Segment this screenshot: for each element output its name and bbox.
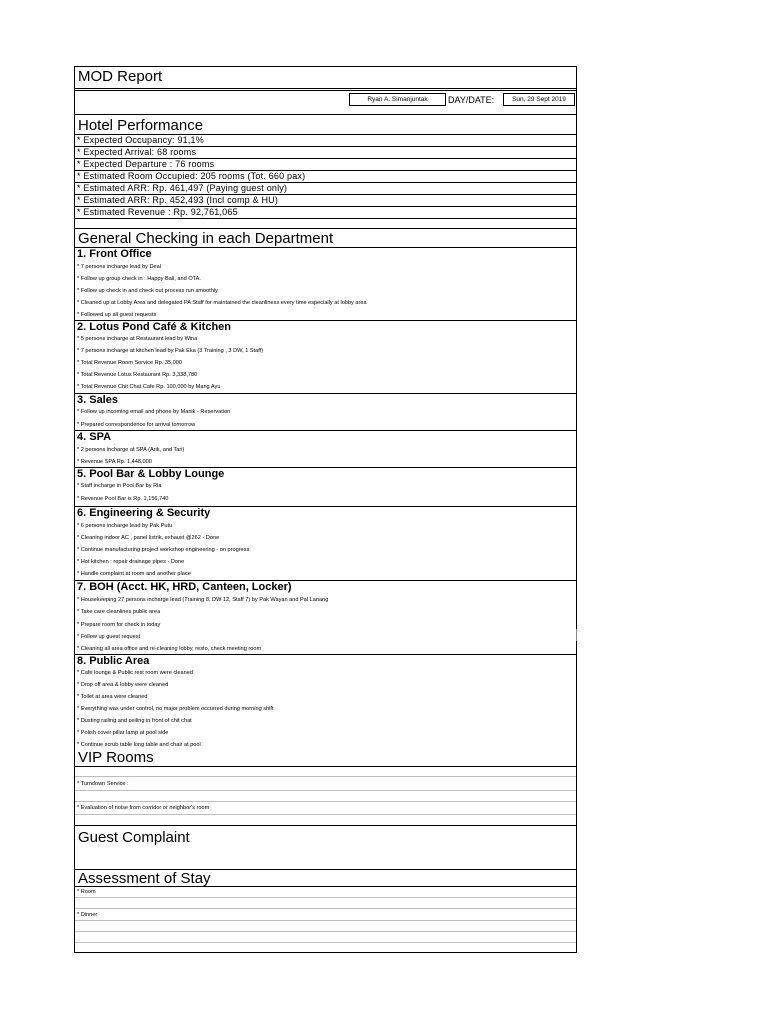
blank-row (75, 921, 576, 932)
dept-item: * Continue manufacturing project workshop engineering - on progress (77, 547, 250, 553)
dept-item: * Cleaning all area office and re-cleaning lobby, resto, check meeting room (77, 646, 262, 652)
guest-complaint-heading: Guest Complaint (78, 829, 190, 846)
performance-item: * Estimated ARR: Rp. 461,497 (Paying guest only) (75, 183, 576, 195)
blank-row (75, 815, 576, 826)
dept-item: * 7 persons incharge at kitchen lead by Pak Eka (3 Training , 3 DW, 1 Staff) (77, 348, 264, 354)
dept-item: * Prepared correspondence for arrival tomorrow (77, 422, 196, 428)
dept-item: * Follow up incoming email and phone by Manik - Reservation (77, 409, 231, 415)
dept-sales-title: 3. Sales (75, 393, 576, 407)
dept-item: * Prepare room for check in today (77, 622, 161, 628)
guest-complaint-body (75, 849, 576, 870)
dept-item: * Followed up all guest requests (77, 312, 157, 318)
performance-item: * Expected Occupancy: 91,1% (75, 135, 576, 147)
dept-item: * 7 persons incharge lead by Deal (77, 264, 161, 270)
column-edge-mark (576, 629, 577, 641)
performance-item: * Expected Departure : 76 rooms (75, 159, 576, 171)
dept-item: * 6 persons incharge lead by Pak Putu (77, 523, 173, 529)
dept-public-area-title: 8. Public Area (75, 654, 576, 668)
hotel-performance-heading: Hotel Performance (75, 115, 576, 135)
dept-item: * Total Revenue Lotus Restaurant Rp. 3,338,780 (77, 372, 198, 378)
dept-pool-bar-title: 5. Pool Bar & Lobby Lounge (75, 467, 576, 481)
blank-row (75, 767, 576, 777)
assessment-heading: Assessment of Stay (75, 870, 576, 887)
header-info-row (75, 91, 576, 115)
dept-item: * Handle complaint at room and another place (77, 571, 191, 577)
report-date-field: Sun, 29 Sept 2019 (503, 93, 575, 106)
vip-item: * Turndown Service : (75, 777, 576, 791)
dept-item: * Toilet at area were cleaned (77, 694, 148, 700)
vip-item: * Evaluation of noise from corridor or neighbor's room (75, 802, 576, 815)
dept-item: * Staff incharge in Pool Bar by Ria (77, 483, 162, 489)
dept-item: * Housekeeping 27 persons incharge lead (Training 8, DW 12, Staff 7) by Pak Wayan and Pal Lanang (77, 597, 329, 603)
dept-item: * Revenue SPA Rp. 1,448,000 (77, 459, 152, 465)
dept-engineering-title: 6. Engineering & Security (75, 506, 576, 520)
dept-boh-title: 7. BOH (Acct. HK, HRD, Canteen, Locker) (75, 580, 576, 594)
vip-rooms-heading: VIP Rooms (75, 749, 576, 767)
dept-item: * Drop off area & lobby were cleaned (77, 682, 169, 688)
blank-row (75, 791, 576, 802)
dept-item: * Total Revenue Room Service Rp. 35,000 (77, 360, 182, 366)
blank-row (75, 898, 576, 909)
dept-item: * Take care cleanlines public area (77, 609, 161, 615)
dept-item: * 5 persons incharge at Restaurant lead by Wina (77, 336, 198, 342)
dept-item: * Café lounge & Public rest room were cleaned (77, 670, 193, 676)
manager-name-field: Ryan A. Simanjuntak (349, 93, 446, 106)
assessment-item: * Dinner (75, 909, 576, 921)
performance-item: * Estimated ARR: Rp. 452,493 (Incl comp & HU) (75, 195, 576, 207)
general-checking-heading: General Checking in each Department (78, 230, 334, 247)
blank-row (75, 219, 576, 229)
dept-item: * Continue scrub table long table and chair at pool (77, 742, 201, 748)
mod-report-sheet (74, 66, 577, 953)
performance-item: * Estimated Room Occupied: 205 rooms (Tot. 660 pax) (75, 171, 576, 183)
dept-front-office-title: 1. Front Office (75, 247, 576, 261)
report-title: MOD Report (75, 67, 576, 89)
dept-item: * Total Revenue Chit Chat Cafe Rp. 100,000 by Mang Ayu (77, 384, 221, 390)
dept-lotus-pond-title: 2. Lotus Pond Café & Kitchen (75, 320, 576, 334)
performance-item: * Estimated Revenue : Rp. 92,761,065 (75, 207, 576, 219)
dept-item: * Hot kitchen : repair drainage pipes - Done (77, 559, 185, 565)
dept-item: * Cleaning indoor AC , panel listrik, exhaust @262 - Done (77, 535, 220, 541)
day-date-label: DAY/DATE: (448, 95, 495, 105)
dept-item: * Follow up guest request (77, 634, 141, 640)
dept-item: * Everything was under control, no major problem occurred during morning shift (77, 706, 274, 712)
dept-item: * Revenue Pool Bar is Rp. 1,156,740 (77, 496, 169, 502)
dept-item: * Follow up group check in : Happy Bali, and OTA. (77, 276, 201, 282)
dept-item: * Follow up check in and check out process run smoothly (77, 288, 218, 294)
dept-item: * Polish cover pillar lamp at pool side (77, 730, 169, 736)
dept-item: * 2 persons incharge at SPA (Arik, and Tari) (77, 447, 185, 453)
blank-row (75, 932, 576, 943)
dept-item: * Dusting railing and ceiling in front of chit chat (77, 718, 192, 724)
assessment-item: * Room (75, 887, 576, 898)
dept-spa-title: 4. SPA (75, 430, 576, 444)
performance-item: * Expected Arrival: 68 rooms (75, 147, 576, 159)
dept-item: * Cleaned up at Lobby Area and delegated PA Staff for maintained the cleanliness every time especially at lobby area (77, 300, 367, 306)
